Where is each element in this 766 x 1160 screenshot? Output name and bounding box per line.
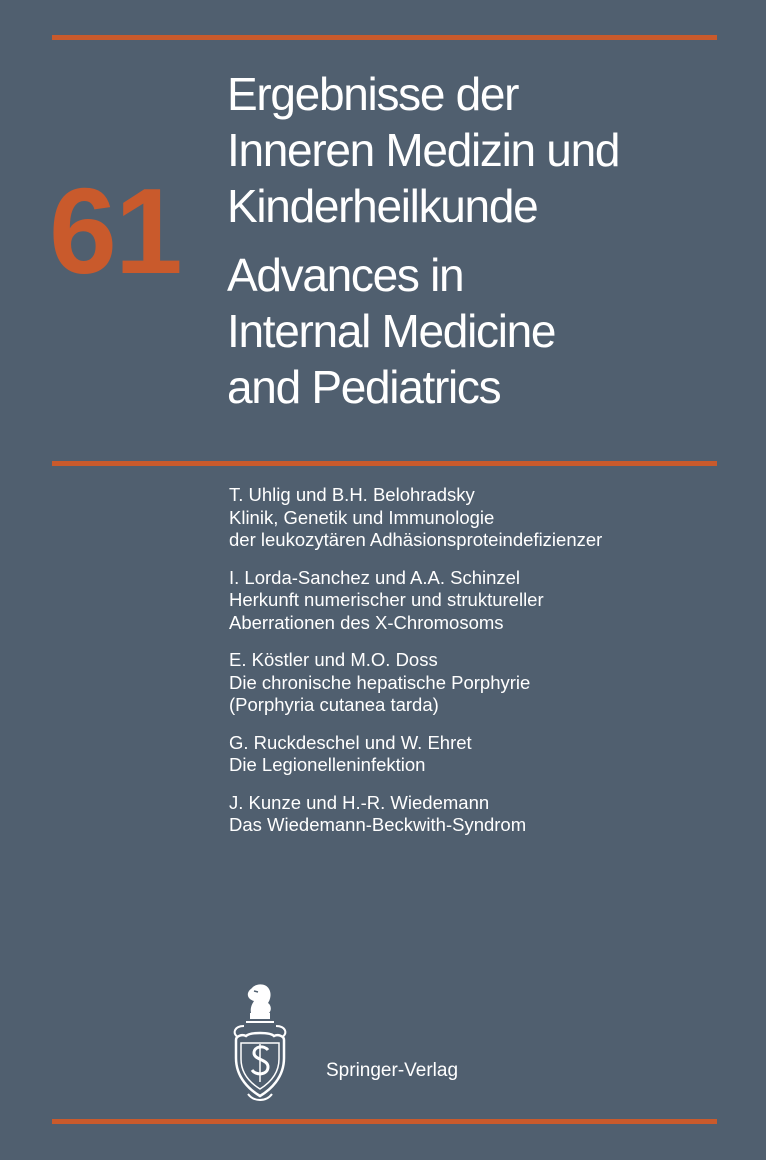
entry-title: Die Legionelleninfektion	[229, 754, 426, 775]
entry-title: Das Wiedemann-Beckwith-Syndrom	[229, 814, 527, 835]
bottom-divider	[52, 1119, 717, 1124]
entry-authors: I. Lorda-Sanchez und A.A. Schinzel	[229, 566, 521, 588]
middle-divider	[52, 461, 717, 466]
entry-authors: E. Köstler und M.O. Doss	[229, 649, 438, 670]
title-line: Kinderheilkunde	[227, 180, 538, 232]
title-english	[227, 247, 747, 415]
publisher-name: Springer-Verlag	[326, 1060, 459, 1081]
entry-title: Aberrationen des X-Chromosoms	[229, 611, 504, 633]
title-line: Ergebnisse der	[227, 68, 519, 120]
contents-entry	[229, 792, 729, 837]
entry-title: der leukozytären Adhäsionsproteindefizienzer	[229, 529, 603, 550]
entry-authors: J. Kunze und H.-R. Wiedemann	[229, 791, 490, 813]
springer-knight-logo-icon	[224, 982, 296, 1104]
entry-title: Klinik, Genetik und Immunologie	[229, 506, 495, 528]
contents-entry	[229, 732, 729, 777]
entry-authors: G. Ruckdeschel und W. Ehret	[229, 731, 472, 753]
volume-number: 61	[49, 163, 181, 299]
entry-title: Die chronische hepatische Porphyrie	[229, 671, 531, 693]
top-divider	[52, 35, 717, 40]
entry-title: (Porphyria cutanea tarda)	[229, 694, 439, 715]
title-line: Advances in	[227, 249, 464, 301]
contents-entry	[229, 567, 729, 635]
title-line: Internal Medicine	[227, 305, 556, 357]
contents-entry	[229, 649, 729, 717]
contents-list	[229, 484, 729, 852]
entry-authors: T. Uhlig und B.H. Belohradsky	[229, 484, 475, 505]
title-line: and Pediatrics	[227, 361, 501, 413]
contents-entry	[229, 484, 729, 552]
title-german	[227, 66, 747, 234]
title-block	[227, 66, 747, 415]
title-line: Inneren Medizin und	[227, 124, 620, 176]
entry-title: Herkunft numerischer und struktureller	[229, 589, 544, 610]
